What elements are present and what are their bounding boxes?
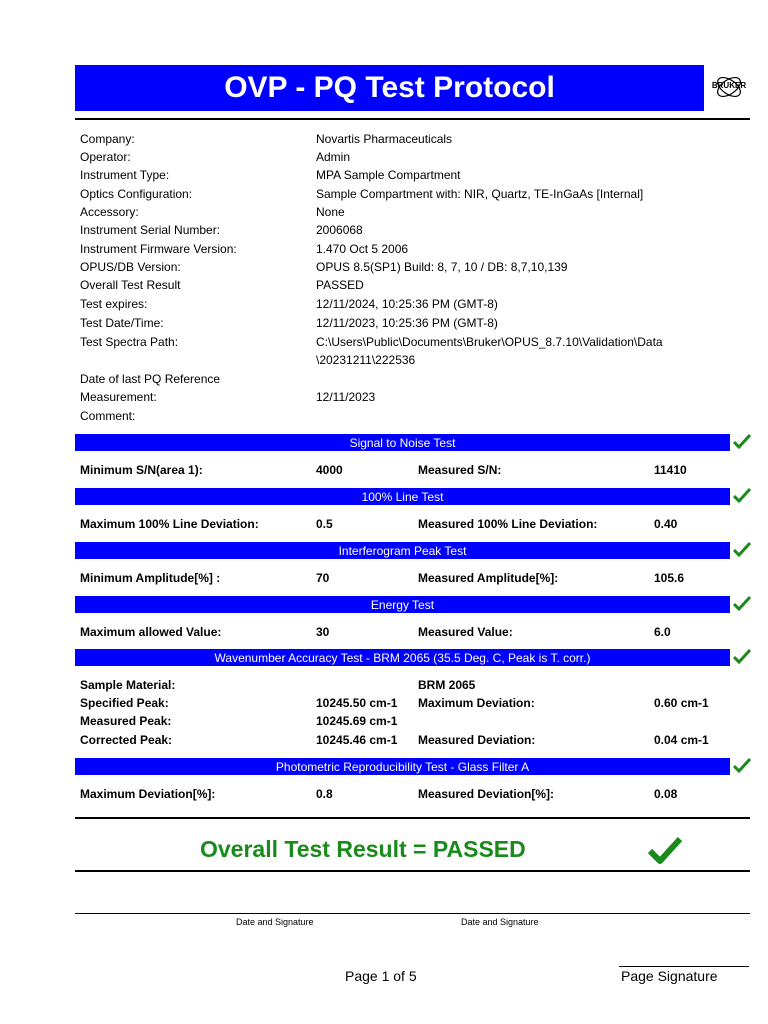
info-value: MPA Sample Compartment: [316, 168, 461, 182]
info-value: \20231211\222536: [316, 353, 416, 367]
page-title: [75, 65, 704, 111]
cell: 10245.69 cm-1: [316, 714, 398, 728]
header-divider: [75, 118, 750, 120]
info-value: Novartis Pharmaceuticals: [316, 132, 453, 146]
info-label: Test expires:: [80, 297, 148, 311]
info-label: Test Spectra Path:: [80, 335, 179, 349]
line100-section-header: [75, 488, 730, 505]
table-row: [80, 785, 720, 803]
table-row: [80, 515, 720, 533]
info-label: Test Date/Time:: [80, 316, 164, 330]
cell: 105.6: [654, 571, 685, 585]
info-label: Accessory:: [80, 205, 139, 219]
info-label: Comment:: [80, 409, 136, 423]
result-divider-top: [75, 817, 750, 819]
page-number: Page 1 of 5: [345, 968, 417, 984]
info-value: 12/11/2024, 10:25:36 PM (GMT-8): [316, 297, 498, 311]
info-label: Date of last PQ Reference: [80, 372, 221, 386]
info-value: C:\Users\Public\Documents\Bruker\OPUS_8.7.10\Validation\Data: [316, 335, 663, 349]
big-check-icon: [648, 836, 682, 864]
check-icon: [733, 433, 751, 449]
check-icon: [733, 648, 751, 664]
cell: Specified Peak:: [80, 696, 169, 710]
cell: Maximum allowed Value:: [80, 625, 222, 639]
info-value: 12/11/2023, 10:25:36 PM (GMT-8): [316, 316, 498, 330]
signature-label: Date and Signature: [236, 917, 314, 927]
cell: 70: [316, 571, 330, 585]
cell: 11410: [654, 463, 687, 477]
cell: Maximum 100% Line Deviation:: [80, 517, 259, 531]
energy-section-header: [75, 596, 730, 613]
cell: Measured Amplitude[%]:: [418, 571, 559, 585]
info-value: 2006068: [316, 223, 363, 237]
photometric-section-header: [75, 758, 730, 775]
cell: 4000: [316, 463, 343, 477]
info-label: Instrument Type:: [80, 168, 170, 182]
cell: Measured Deviation:: [418, 733, 536, 747]
table-row: [80, 694, 720, 712]
info-label: Measurement:: [80, 390, 157, 404]
cell: 0.60 cm-1: [654, 696, 709, 710]
section-title: Interferogram Peak Test: [338, 543, 467, 558]
cell: Corrected Peak:: [80, 733, 173, 747]
cell: 0.40: [654, 517, 678, 531]
cell: 0.08: [654, 787, 678, 801]
signature-label: Date and Signature: [461, 917, 539, 927]
table-row: [80, 676, 720, 694]
cell: 6.0: [654, 625, 671, 639]
cell: 10245.50 cm-1: [316, 696, 398, 710]
section-title: Photometric Reproducibility Test - Glass Filter A: [275, 759, 530, 774]
info-value: OPUS 8.5(SP1) Build: 8, 7, 10 / DB: 8,7,10,139: [316, 260, 568, 274]
table-row: [80, 623, 720, 641]
page-signature: Page Signature: [621, 968, 718, 984]
wavenumber-section-header: [75, 649, 730, 666]
cell: Measured Deviation[%]:: [418, 787, 555, 801]
info-label: Operator:: [80, 150, 131, 164]
cell: Measured S/N:: [418, 463, 502, 477]
table-row: [80, 712, 720, 730]
info-value: Sample Compartment with: NIR, Quartz, TE-InGaAs [Internal]: [316, 187, 644, 201]
cell: Maximum Deviation:: [418, 696, 535, 710]
bruker-logo: [706, 68, 752, 106]
info-label: OPUS/DB Version:: [80, 260, 181, 274]
cell: 0.8: [316, 787, 333, 801]
info-value: 12/11/2023: [316, 390, 376, 404]
result-divider-bottom: [75, 870, 750, 872]
info-value: 1.470 Oct 5 2006: [316, 242, 409, 256]
info-label: Overall Test Result: [80, 278, 181, 292]
cell: Maximum Deviation[%]:: [80, 787, 216, 801]
check-icon: [733, 541, 751, 557]
cell: 0.04 cm-1: [654, 733, 709, 747]
check-icon: [733, 487, 751, 503]
overall-result: Overall Test Result = PASSED: [200, 836, 526, 862]
cell: Sample Material:: [80, 678, 176, 692]
cell: Minimum Amplitude[%] :: [80, 571, 221, 585]
check-icon: [733, 757, 751, 773]
cell: 10245.46 cm-1: [316, 733, 398, 747]
cell: 30: [316, 625, 330, 639]
cell: 0.5: [316, 517, 333, 531]
check-icon: [733, 595, 751, 611]
section-title: Wavenumber Accuracy Test - BRM 2065 (35.5 Deg. C, Peak is T. corr.): [214, 650, 591, 665]
section-title: Energy Test: [370, 597, 435, 612]
table-row: [80, 731, 720, 749]
info-label: Optics Configuration:: [80, 187, 193, 201]
section-title: 100% Line Test: [361, 489, 444, 504]
info-value: Admin: [316, 150, 351, 164]
title-text: OVP - PQ Test Protocol: [224, 71, 555, 104]
info-value: PASSED: [316, 278, 364, 292]
signature-line: [75, 913, 750, 914]
info-value: None: [316, 205, 345, 219]
info-label: Company:: [80, 132, 135, 146]
cell: Measured 100% Line Deviation:: [418, 517, 598, 531]
page-signature-line: [619, 966, 749, 967]
ifg-section-header: [75, 542, 730, 559]
cell: Minimum S/N(area 1):: [80, 463, 203, 477]
snr-section-header: [75, 434, 730, 451]
cell: Measured Peak:: [80, 714, 172, 728]
cell: Measured Value:: [418, 625, 513, 639]
table-row: [80, 461, 720, 479]
logo-text: BRUKER: [711, 81, 747, 90]
cell: BRM 2065: [418, 678, 476, 692]
info-label: Instrument Serial Number:: [80, 223, 221, 237]
table-row: [80, 569, 720, 587]
section-title: Signal to Noise Test: [349, 435, 456, 450]
info-label: Instrument Firmware Version:: [80, 242, 237, 256]
